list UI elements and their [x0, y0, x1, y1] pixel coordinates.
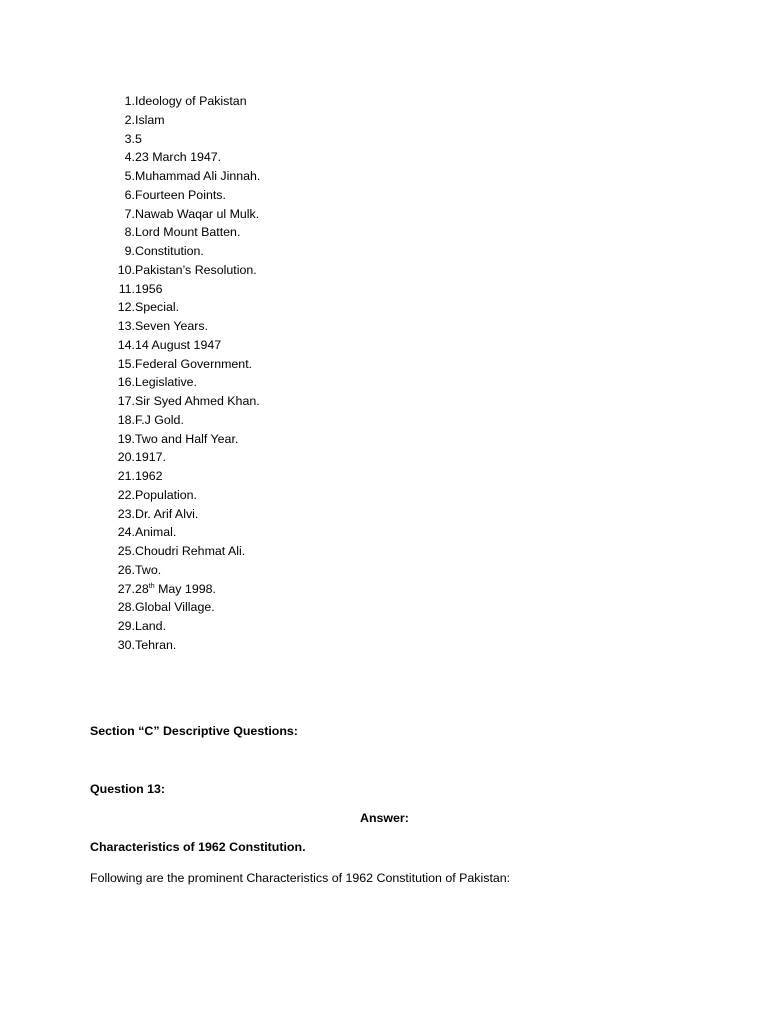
- answer-number: 12.: [117, 300, 135, 315]
- answer-item: [108, 355, 253, 374]
- answer-item: [108, 392, 260, 411]
- answer-number: 26.: [117, 562, 135, 577]
- answer-text-main: Dr. Arif Alvi.: [135, 506, 199, 521]
- answer-item: [108, 186, 226, 205]
- answer-text-main: Global Village.: [135, 600, 215, 615]
- answer-number: 6.: [124, 187, 135, 202]
- answer-text: [135, 92, 247, 111]
- answer-number: 16.: [117, 375, 135, 390]
- answer-text-main: 28: [135, 581, 149, 596]
- answer-number: 5.: [124, 169, 135, 183]
- answer-text-main: Pakistan’s Resolution.: [135, 262, 257, 277]
- answer-text: [135, 561, 161, 580]
- answer-number: 13.: [117, 319, 135, 333]
- answer-number: 1.: [124, 94, 135, 108]
- answer-text: [135, 317, 208, 336]
- answer-text-main: 1956: [135, 281, 163, 296]
- answer-item: [108, 467, 163, 486]
- answer-text: [135, 298, 179, 317]
- answer-number: 14.: [117, 337, 135, 352]
- answer-item: [108, 317, 209, 336]
- answer-number: 7.: [124, 206, 135, 221]
- answer-number: 9.: [124, 244, 135, 258]
- answer-text: [135, 242, 204, 261]
- answer-text: [135, 636, 176, 655]
- answer-text-main: Sir Syed Ahmed Khan.: [135, 394, 260, 408]
- answer-text-main: Islam: [135, 112, 165, 127]
- answer-item: [108, 130, 142, 149]
- answer-text-suffix: May 1998.: [154, 581, 216, 596]
- answer-text-main: Land.: [135, 619, 167, 633]
- answer-item: [108, 280, 163, 299]
- answer-text: [135, 392, 260, 411]
- answer-text: [135, 186, 226, 205]
- answer-text-main: Muhammad Ali Jinnah.: [135, 169, 261, 183]
- question-label: Question 13:: [90, 782, 166, 796]
- answer-item: [108, 336, 222, 355]
- answer-item: [108, 373, 197, 392]
- answer-text: [135, 580, 216, 599]
- answer-text-main: Lord Mount Batten.: [135, 225, 241, 240]
- answer-text: [135, 130, 142, 149]
- subheading: Characteristics of 1962 Constitution.: [90, 840, 306, 854]
- answer-text: [135, 598, 215, 617]
- answer-item: [108, 448, 167, 467]
- answer-item: [108, 298, 180, 317]
- answer-text-main: Seven Years.: [135, 319, 209, 333]
- answer-text: [135, 355, 252, 374]
- answer-text-main: Fourteen Points.: [135, 187, 226, 202]
- answer-list: [108, 92, 261, 655]
- answer-text: [135, 617, 166, 636]
- answer-item: [108, 523, 177, 542]
- answer-item: [108, 242, 204, 261]
- answer-number: 25.: [117, 544, 135, 558]
- answer-text: [135, 205, 259, 224]
- answer-number: 29.: [117, 619, 135, 633]
- answer-text: [135, 261, 257, 280]
- answer-number: 17.: [117, 394, 135, 408]
- answer-text: [135, 542, 245, 561]
- answer-text: [135, 467, 163, 486]
- answer-item: [108, 486, 198, 505]
- answer-text: [135, 430, 238, 449]
- answer-number: 15.: [117, 356, 135, 371]
- answer-text: [135, 336, 221, 355]
- answer-text: [135, 505, 198, 524]
- answer-text-main: Nawab Waqar ul Mulk.: [135, 206, 260, 221]
- answer-text-main: 14 August 1947: [135, 337, 222, 352]
- answer-number: 11.: [118, 281, 135, 296]
- answer-text-main: Choudri Rehmat Ali.: [135, 544, 246, 558]
- answer-number: 4.: [124, 150, 135, 165]
- answer-number: 28.: [117, 600, 135, 615]
- answer-item: [108, 148, 222, 167]
- answer-text-main: 23 March 1947.: [135, 150, 222, 165]
- answer-text-main: Tehran.: [135, 637, 177, 652]
- answer-text-main: 1962: [135, 469, 163, 483]
- answer-item: [108, 636, 177, 655]
- answer-item: [108, 223, 241, 242]
- answer-number: 23.: [117, 506, 135, 521]
- answer-item: [108, 561, 162, 580]
- intro-paragraph: Following are the prominent Characteristics of 1962 Constitution of Pakistan:: [90, 871, 511, 885]
- answer-text: [135, 411, 184, 430]
- answer-text-main: Population.: [135, 487, 198, 502]
- answer-item: [108, 261, 257, 280]
- answer-text-main: 1917.: [135, 450, 167, 465]
- answer-text-main: Two and Half Year.: [135, 431, 239, 446]
- answer-text-main: Constitution.: [135, 244, 204, 258]
- answer-item: [108, 617, 167, 636]
- answer-number: 24.: [117, 525, 135, 540]
- answer-number: 22.: [117, 487, 135, 502]
- answer-text: [135, 148, 221, 167]
- answer-number: 3.: [124, 131, 135, 146]
- answer-text-main: Two.: [135, 562, 162, 577]
- answer-number: 18.: [117, 412, 135, 427]
- answer-text: [135, 167, 260, 186]
- answer-item: [108, 205, 260, 224]
- answer-number: 20.: [117, 450, 135, 465]
- answer-item: [108, 430, 239, 449]
- answer-text-main: Animal.: [135, 525, 177, 540]
- answer-item: [108, 92, 247, 111]
- answer-item: [108, 580, 216, 599]
- answer-text-main: Federal Government.: [135, 356, 253, 371]
- answer-text-main: Special.: [135, 300, 180, 315]
- answer-text: [135, 280, 163, 299]
- answer-text: [135, 523, 176, 542]
- answer-text: [135, 111, 165, 130]
- section-heading: Section “C” Descriptive Questions:: [90, 724, 298, 738]
- answer-text-main: 5: [135, 131, 142, 146]
- answer-number: 30.: [117, 637, 135, 652]
- answer-label: Answer:: [360, 811, 409, 825]
- answer-number: 2.: [124, 112, 135, 127]
- answer-text: [135, 486, 197, 505]
- answer-item: [108, 111, 165, 130]
- answer-text-main: F.J Gold.: [135, 412, 184, 427]
- answer-text: [135, 373, 197, 392]
- answer-text: [135, 223, 240, 242]
- answer-text-main: Legislative.: [135, 375, 197, 390]
- answer-number: 27.: [117, 581, 135, 596]
- answer-item: [108, 598, 215, 617]
- answer-item: [108, 411, 184, 430]
- answer-number: 19.: [117, 431, 135, 446]
- answer-superscript: th: [148, 582, 155, 590]
- answer-number: 8.: [124, 225, 135, 240]
- answer-text: [135, 448, 166, 467]
- answer-text-main: Ideology of Pakistan: [135, 94, 247, 108]
- answer-number: 10.: [117, 262, 135, 277]
- answer-item: [108, 542, 246, 561]
- answer-item: [108, 167, 261, 186]
- answer-item: [108, 505, 199, 524]
- answer-number: 21.: [117, 469, 135, 483]
